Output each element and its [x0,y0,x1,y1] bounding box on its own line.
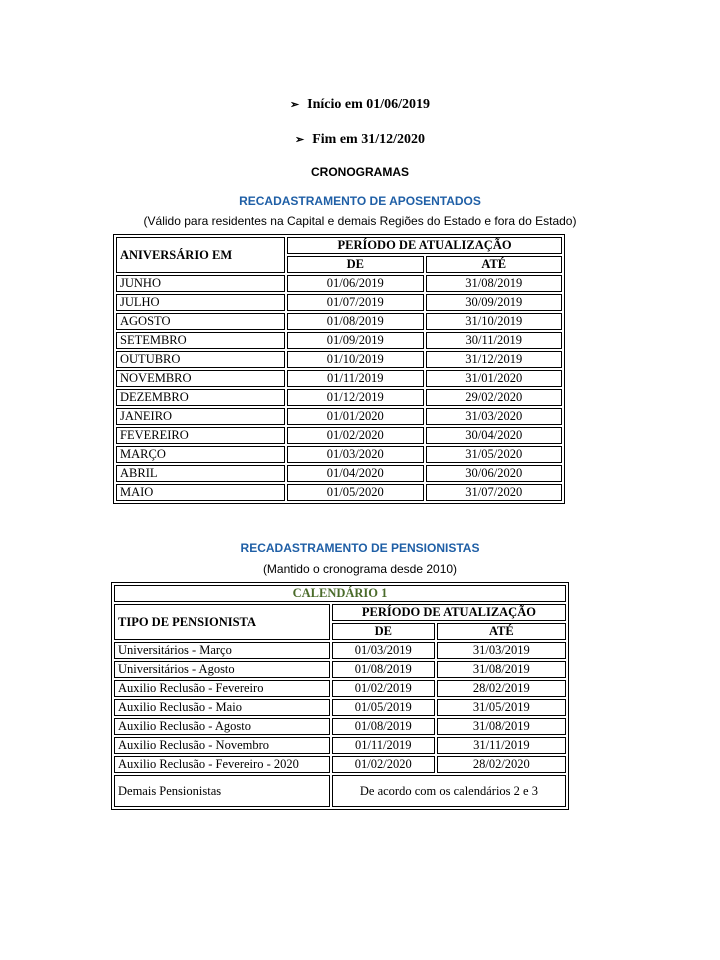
table-row [116,332,562,349]
col-periodo-header: PERÍODO DE ATUALIZAÇÃO [332,604,566,621]
row-label: AGOSTO [116,313,285,330]
row-start-date: 01/09/2019 [287,332,423,349]
row-label: SETEMBRO [116,332,285,349]
row-end-date: 31/11/2019 [437,737,566,754]
row-end-date: 30/09/2019 [426,294,562,311]
row-start-date: 01/07/2019 [287,294,423,311]
page-title: CRONOGRAMAS [311,165,409,179]
table-row [116,408,562,425]
row-end-date: 31/08/2019 [437,661,566,678]
row-start-date: 01/01/2020 [287,408,423,425]
row-end-date: 31/05/2019 [437,699,566,716]
row-end-date: 28/02/2020 [437,756,566,773]
row-label: NOVEMBRO [116,370,285,387]
row-start-date: 01/10/2019 [287,351,423,368]
row-label: Universitários - Agosto [114,661,330,678]
calendar-title: CALENDÁRIO 1 [114,585,566,602]
row-start-date: 01/05/2020 [287,484,423,501]
table-row [116,351,562,368]
table-row [116,389,562,406]
aposentados-table [113,234,565,504]
row-label: JANEIRO [116,408,285,425]
table-row [116,446,562,463]
row-label: OUTUBRO [116,351,285,368]
row-end-date: 31/12/2019 [426,351,562,368]
end-date-text: Fim em 31/12/2020 [312,132,425,147]
table-row [114,642,566,659]
row-start-date: 01/06/2019 [287,275,423,292]
row-label: Auxilio Reclusão - Fevereiro [114,680,330,697]
table-row [116,427,562,444]
row-start-date: 01/05/2019 [332,699,435,716]
table-row [114,756,566,773]
row-label: JULHO [116,294,285,311]
table-row [116,313,562,330]
row-start-date: 01/08/2019 [332,661,435,678]
row-start-date: 01/11/2019 [332,737,435,754]
row-label: Auxilio Reclusão - Agosto [114,718,330,735]
row-label: FEVEREIRO [116,427,285,444]
row-end-date: 31/05/2020 [426,446,562,463]
row-end-date: 30/06/2020 [426,465,562,482]
row-end-date: 29/02/2020 [426,389,562,406]
col-de-header: DE [287,256,423,273]
arrow-bullet-icon: ➢ [295,134,305,146]
col-ate-header: ATÉ [426,256,562,273]
row-start-date: 01/02/2019 [332,680,435,697]
table-row [116,484,562,501]
row-end-date: 30/04/2020 [426,427,562,444]
row-label: Auxilio Reclusão - Maio [114,699,330,716]
row-start-date: 01/03/2019 [332,642,435,659]
row-label: MAIO [116,484,285,501]
row-label: JUNHO [116,275,285,292]
table-row [114,737,566,754]
row-label: Auxilio Reclusão - Novembro [114,737,330,754]
col-periodo-header: PERÍODO DE ATUALIZAÇÃO [287,237,562,254]
start-date-text: Início em 01/06/2019 [307,97,431,112]
row-end-date: 31/07/2020 [426,484,562,501]
row-end-date: 31/10/2019 [426,313,562,330]
row-end-date: 30/11/2019 [426,332,562,349]
pensionistas-table [111,582,569,810]
row-start-date: 01/02/2020 [332,756,435,773]
col-ate-header: ATÉ [437,623,566,640]
row-start-date: 01/02/2020 [287,427,423,444]
row-label: Universitários - Março [114,642,330,659]
pensionistas-note: (Mantido o cronograma desde 2010) [262,562,458,576]
row-label: Auxilio Reclusão - Fevereiro - 2020 [114,756,330,773]
aposentados-heading: RECADASTRAMENTO DE APOSENTADOS [239,194,481,208]
row-start-date: 01/12/2019 [287,389,423,406]
table-row [116,370,562,387]
row-label: DEZEMBRO [116,389,285,406]
row-start-date: 01/03/2020 [287,446,423,463]
row-label: MARÇO [116,446,285,463]
col-tipo-header: TIPO DE PENSIONISTA [114,604,330,640]
table-row [114,718,566,735]
row-end-date: 28/02/2019 [437,680,566,697]
row-start-date: 01/08/2019 [287,313,423,330]
col-aniversario-header: ANIVERSÁRIO EM [116,237,285,273]
demais-pensionistas-value: De acordo com os calendários 2 e 3 [332,775,566,807]
table-row [116,465,562,482]
table-row [114,661,566,678]
pensionistas-heading: RECADASTRAMENTO DE PENSIONISTAS [240,541,480,555]
arrow-bullet-icon: ➢ [289,99,300,111]
table-row [116,294,562,311]
demais-pensionistas-label: Demais Pensionistas [114,775,330,807]
row-start-date: 01/11/2019 [287,370,423,387]
row-label: ABRIL [116,465,285,482]
table-row [114,680,566,697]
row-end-date: 31/01/2020 [426,370,562,387]
row-start-date: 01/04/2020 [287,465,423,482]
col-de-header: DE [332,623,435,640]
end-date-line [0,132,720,148]
row-end-date: 31/03/2019 [437,642,566,659]
row-end-date: 31/08/2019 [437,718,566,735]
row-end-date: 31/08/2019 [426,275,562,292]
table-row [114,699,566,716]
start-date-line [0,97,720,113]
row-end-date: 31/03/2020 [426,408,562,425]
table-row [116,275,562,292]
row-start-date: 01/08/2019 [332,718,435,735]
aposentados-note: (Válido para residentes na Capital e demais Regiões do Estado e fora do Estado) [143,214,577,228]
